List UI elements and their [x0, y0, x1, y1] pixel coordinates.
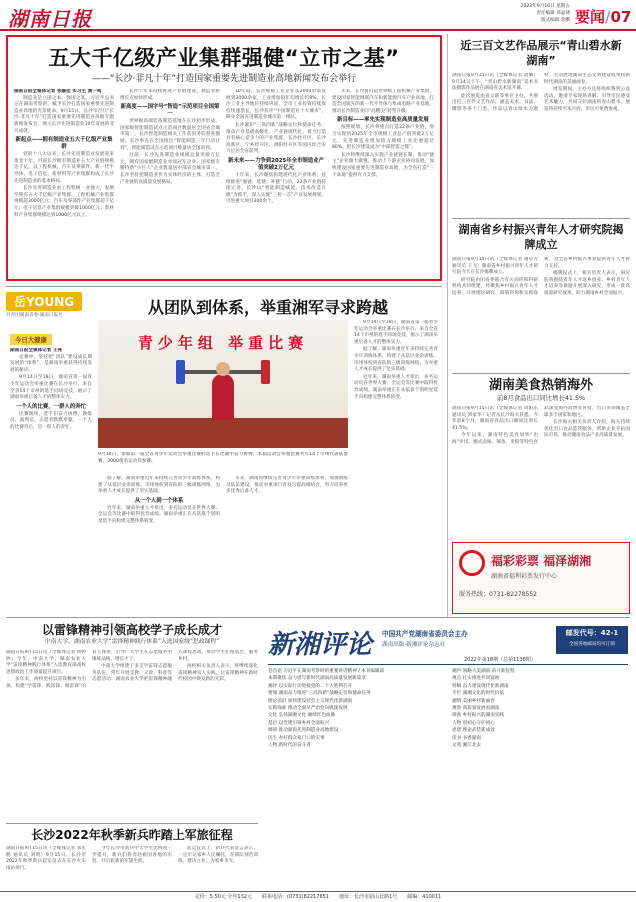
barbell-plate-right — [261, 360, 270, 384]
youth-subtitle: 从一个人到一个体系 — [134, 497, 184, 504]
lead-byline: 湖南日报全媒体记者 张颐佳 实习生 黄一鸣 — [14, 89, 102, 94]
review-contents-item: 读书 书香湖南 — [452, 735, 482, 741]
review-contents-item: 理论前沿 加快建设社会主义现代化新湖南 — [268, 698, 353, 704]
youth-subtitle: 一个人的比赛，一群人的奔忙 — [15, 403, 87, 410]
rural-byline: 湖南日报9月15日讯（全媒体记者 谢卓芳 通讯员 王飞）湖南省乡村振兴青年人才研究院今天在长沙揭牌成立。 — [452, 257, 538, 276]
youth-paragraph: 据了解，湖南举重近年来持续完善青少年训练体系，构建了从基层业余训练、市州体校到省队的三级训练网络，为举重人才成长提供了坚实基础。 — [354, 347, 438, 373]
review-order-box — [556, 626, 628, 654]
issue-date: 2022年9月16日 星期五 — [520, 4, 570, 9]
art-byline: 湖南日报9月15日讯（全媒体记者 唐璐）9月14日下午，“青山碧水新湖南”美术书法摄影作品展在湖南省美术馆开幕。 — [452, 73, 538, 92]
youth-paragraph: 9月14日至18日，湖南省第一届青少年运动会举重比赛在长沙举行，来自全省14个市州的选手同场竞技，展示了湖南举重后备人才的整体实力。 — [354, 320, 438, 345]
review-contents-item: 视点 扎实推进共同富裕 — [452, 676, 500, 682]
lead-subtitle: 新起点——拥有制造业五大千亿级产业集群 — [15, 137, 113, 151]
review-contents-item: 思想 理论武装新成效 — [452, 728, 495, 734]
lead-subtitle: 新目标——率先实现制造业高质量发展 — [337, 117, 429, 124]
review-contents-item: 观察 高质量发展看湖南 — [452, 706, 500, 712]
lead-paragraph: 党的十八大以来，长沙先进制造业发展迎来黄金十年。目前长沙拥有制造业五大产业链规模达千亿，以工程机械、汽车及零部件、新一代半导体、电子信息、新材料等产业集群构成了长沙先进制造业的基本格局。 — [14, 152, 114, 184]
review-contents-left — [268, 668, 446, 749]
leifeng-headline: 以雷锋精神引领高校学子成长成才 — [41, 623, 222, 637]
review-order-note: 全国各地邮局均可订阅 — [569, 642, 615, 647]
lead-paragraph: 制造业是立国之本、强国之基。习近平总书记在湖南考察时，赋予长沙打造国家重要先进制造业高地的光荣使命。9月15日，长沙市召开“长沙·非凡十年”打造国家重要先进制造业高地专题新闻发布会，展示长沙先进制造业10年发展的非凡成就。 — [14, 95, 114, 134]
review-contents-item: 人物 用初心守护初心 — [452, 720, 495, 726]
review-contents-item: 文苑 湘江北去 — [452, 743, 482, 749]
review-contents-item: 调研 推动湖南先进制造业高地建设 — [268, 728, 339, 734]
review-contents-item: 特稿 奋力建设现代化新湖南 — [452, 683, 509, 689]
lead-paragraph: 长沙紧扣“三高四新”战略定位和使命任务，推动产业基础高级化、产业链现代化，着力打造具有核心竞争力的产业集群。长沙经开区、长沙高新区、宁乡经开区、浏阳经开区等园区综合实力位居全省前列。 — [226, 122, 326, 155]
newspaper-logo: 湖南日报 — [8, 7, 92, 31]
lead-headline: 五大千亿级产业集群强健“立市之基” — [48, 46, 400, 70]
youth-col-2 — [98, 476, 220, 606]
review-contents-item: 要闻 湖南奋力推进“三高四新”战略定位和使命任务 — [268, 691, 371, 697]
conscription-paragraph: 起运仪式上，新兵代表发言表示，一定牢记家乡人民嘱托，在部队刻苦训练、建功立业，为家乡争光。 — [178, 846, 258, 865]
review-ad — [264, 622, 630, 890]
section-label: 要闻 — [575, 8, 606, 26]
photo-caption: 9月14日，参加第一届全省青少年运动会举重比赛的选手在比赛中奋力拼搏。本届运动会举重比赛共有14个市州代表队参赛，2000余名运动员参赛。 — [98, 452, 348, 464]
conscription-byline: 湖南日报9月15日讯（全媒体记者 邹永鹤 通讯员 刘明）9月15日，长沙市2022年秋季新兵起运仪式在长沙火车南站举行。 — [6, 846, 86, 871]
lead-col-3 — [226, 89, 326, 277]
leifeng-body — [6, 650, 258, 814]
youth-paragraph: 9月14日至18日，湖南省第一届青少年运动会举重比赛在长沙举行，来自全省14个市州的选手同场竞技，展示了湖南举重后备人才的整体实力。 — [10, 375, 92, 401]
review-contents-item: 文化 弘扬湖湘文化 赓续红色血脉 — [268, 713, 336, 719]
leifeng-byline: 湖南日报9月15日讯（全媒体记者 黄婷婷）今年，中南大学、湖南农业大学“雷锋精神践行体系”入选教育部高校思想政治工作质量提升项目。 — [6, 650, 86, 675]
youth-paragraph: 据了解，湖南举重近年来持续完善青少年训练体系，构建了从基层业余训练、市州体校到省队的三级训练网络，为举重人才成长提供了坚实基础。 — [98, 476, 220, 495]
lottery-swirl-icon — [459, 550, 485, 576]
youth-paragraph: 近年来，湖南举重人才辈出，多名运动员在世界大赛、全运会等比赛中取得优异成绩。湖南举重正在从依靠个别明星选手向构建完整体系转变。 — [98, 505, 220, 524]
lead-paragraph: 10年间，长沙规模工业企业从2000余家发展到3000余家，工业增加值年均增长约8%。长沙工业主导地位持续巩固，全市工业投资持续保持快速增长，长沙获评“中国制造业十大城市”，跻身全国先进制造业城市第一梯队。 — [226, 89, 326, 121]
review-contents-item: 实践探索 推动全面从严治党向纵深发展 — [268, 706, 348, 712]
youth-tag-org: 共青团湖南省委·湖南日报社 — [6, 313, 63, 318]
designer-credit: 版式编辑 余鹏 — [540, 17, 570, 23]
lead-paragraph: 按照规划，长沙将重点打造22条产业链，努力实现到2025年全市规模工业总产值突破2万亿元，先进制造业增加值占规模工业比重超过80%，把长沙建设成为“中部智造之都”。 — [332, 125, 434, 151]
lead-subtitle: 新高度——国字号“智造”示范项目全国第一 — [120, 104, 220, 118]
lead-paragraph: 长沙将继续深入实施产业链链长制，推动“链主”企业做大做强，推动上下游企业协同发展，加快建设国家重要先进制造业高地，为全省打造“三个高地”提供有力支撑。 — [332, 152, 434, 178]
footer-info: 定价：5.50元 全年132元 联系电话：(0731)82217651 地址：长沙市韶山北路1号 邮编：410011 — [194, 894, 442, 900]
athlete-head — [216, 362, 230, 376]
lead-subtitle: 新未来——力争到2025年全市制造业产值突破2万亿元 — [228, 157, 324, 171]
review-contents-item: 湘评 以实际行动迎接党的二十大胜利召开 — [268, 683, 353, 689]
youth-tag-banner: 岳YOUNG — [6, 292, 82, 311]
review-contents-item: 民生 办好群众家门口的实事 — [268, 735, 325, 741]
masthead-meta — [420, 4, 570, 24]
masthead — [0, 0, 636, 30]
lottery-ad — [452, 542, 630, 614]
leifeng-paragraph: 多年来，两校坚持以雷锋精神为引领，构建“学雷锋、践雷锋、做雷锋”的育人体系，引导广大学生在志愿服务中锤炼品格、增长才干。 — [6, 650, 172, 689]
youth-col-4 — [354, 320, 438, 606]
review-contents-item: 人物 新时代的奋斗者 — [268, 743, 311, 749]
lead-paragraph: 长沙先进制造业由工程机械一业独大，发展至拥有五大千亿级产业集群。工程机械产业集群规模超3000亿元；汽车及零部件产业集群超千亿元；电子信息产业集群规模突破1000亿元；新材料产业集群规模达到1000亿元以上。 — [14, 186, 114, 218]
review-subpublisher: 湖南出版·新湘评论杂志社 — [382, 642, 446, 648]
rural-talent-story — [452, 222, 630, 372]
youth-paragraph: 竞赛中，坚持把“团队”建设成长期发展的“体系”，是湖南举重获得持续发展的秘诀。 — [10, 354, 92, 373]
leifeng-paragraph: 两校相关负责人表示，将继续深化雷锋精神育人实践，让雷锋精神在新时代校园中焕发新的光彩。 — [178, 664, 258, 683]
lead-paragraph: 未来，长沙将打造世界级工程机械产业集群，建设国家智能网联汽车和新能源汽车产业高地，打造全国领先的新一代半导体与集成电路产业基地，推动长沙制造业向“高精尖”转型升级。 — [332, 89, 434, 114]
youth-column-label: 今日大健康 — [10, 334, 52, 345]
lead-col-4 — [332, 89, 434, 277]
youth-headline: 从团队到体系，举重湘军寻求跨越 — [147, 298, 388, 317]
leifeng-subhead: 中南大学、湖南农业大学“雷锋精神践行体系”入选国家级“思政课程” — [44, 639, 220, 645]
leifeng-paragraph: 中南大学组建了多支学雷锋志愿服务队伍，常年开展支教、义诊、科普等志愿活动；湖南农业大学把雷锋精神融入课程思政，推动学生扎根基层、服务乡村。 — [92, 650, 258, 683]
athlete-figure — [212, 374, 234, 420]
rural-paragraph: 研究院由团省委联合有关高校和科研机构共同组建，将聚焦乡村振兴青年人才培养，开展理论研究、政策咨询和实践探索，为全省乡村振兴事业提供青年人才智力支持。 — [452, 257, 630, 296]
review-contents-item: 调查 乡村振兴的湖南实践 — [452, 713, 504, 719]
review-contents-item: 卷首语 习近平在湖南考察时的重要讲话精神 / 本刊编辑部 — [268, 669, 385, 674]
lead-subhead: ——“长沙·非凡十年”打造国家重要先进制造业高地新闻发布会举行 — [91, 74, 357, 84]
review-publisher: 中国共产党湖南省委员会主办 — [382, 630, 468, 638]
lead-paragraph: 长沙十年来持续推进产业链建设，制造业新增长点加快形成。 — [120, 89, 220, 101]
lead-paragraph: 世界级高端装备制造基地在长沙初步形成。国家级智能制造试点示范项目数量居全国省会城市第一，长沙智能制造相关工作获国务院督查激励。长沙率先在全国推出“智能制造三年行动计划”，智能制造试点示范项目数量居全国前列。 — [120, 119, 220, 151]
section-name: 要闻/07 — [575, 8, 632, 26]
editor-credit: 责任编辑 邓晶琎 — [536, 10, 570, 16]
lottery-brand: 福彩彩票 福泽湖湘 — [491, 554, 592, 568]
youth-tag — [6, 292, 94, 324]
leifeng-story — [6, 622, 258, 818]
review-contents-item: 专栏 湖湘文化的时代价值 — [452, 691, 504, 697]
youth-paragraph: 未来，湖南将继续完善青少年举重训练体系，加强教练员队伍建设，推动举重项目普及与提高相结合，努力培养更多优秀后备人才。 — [226, 476, 348, 495]
rural-headline: 湖南省乡村振兴青年人才研究院揭牌成立 — [458, 223, 624, 251]
conscription-story — [6, 827, 258, 889]
review-contents-right — [452, 668, 628, 749]
review-issue: 2022年第18期（总第1138期） — [464, 657, 536, 663]
conscription-body — [6, 846, 258, 888]
youth-paragraph: 近年来，湖南举重人才辈出，多名运动员在世界大赛、全运会等比赛中取得优异成绩。湖南举重正在从依靠个别明星选手向构建完整体系转变。 — [354, 374, 438, 400]
youth-paragraph: 比赛现场，选手们奋力拼搏，教练员、裁判员、志愿者默默奉献。一个人的比赛背后，是一群人的奔忙。 — [10, 411, 92, 430]
lead-paragraph: 十年来，长沙聚焦构建现代化产业体系，持续推进“强链、延链、补链”行动，22条产业链持续完善。长沙以“智能制造赋能，技术改造升级”为抓手，深入实施“三智一芯”产业发展规划，引进重大项目300余个。 — [226, 172, 326, 205]
review-contents-item: 本期聚焦 奋力谱写新时代湖南高质量发展新篇章 — [268, 676, 366, 682]
photo-stage — [98, 418, 348, 448]
food-paragraph: 长沙海关相关负责人介绍，海关持续优化出口食品监管服务，帮助企业开拓国际市场，推动湖南食品产业高质量发展。 — [544, 420, 630, 439]
review-contents-item: 湘情 美丽乡村新画卷 — [452, 698, 495, 704]
food-subhead: 前8月食品出口同比增长41.5% — [496, 394, 586, 402]
lead-paragraph: 目前，长沙先进制造业规模总量突破万亿元，拥有国家级制造业单项冠军企业、国家级专精特新“小巨人”企业数量居中部省会城市第一。长沙坚持把制造业作为实体经济的主体，打造全产业链的高质量发展格局。 — [120, 153, 220, 185]
youth-col-3 — [226, 476, 348, 606]
youth-col-1 — [10, 348, 92, 606]
barbell-plate-left — [176, 360, 185, 384]
rural-paragraph: 揭牌仪式上，相关负责人表示，研究院将围绕青年人才返乡创业、乡村青年人才培养等课题开展深入研究，形成一批高质量研究成果，助力湖南乡村全面振兴。 — [544, 271, 630, 296]
food-body — [452, 406, 630, 520]
conscription-paragraph: 今年长沙市新兵中大学生比例进一步提升，新兵们将奔赴祖国各地的军营，开启崭新的军旅生涯。 — [92, 846, 172, 865]
review-logo: 新湘评论 — [268, 630, 373, 660]
rural-body — [452, 257, 630, 365]
review-contents-item: 基层 以党建引领乡村全面振兴 — [268, 720, 330, 726]
page-number: 07 — [610, 8, 632, 26]
lottery-org: 湖南省福利彩票发行中心 — [491, 573, 558, 580]
lead-col-2 — [120, 89, 220, 277]
lottery-hotline: 服务热线：0731-82278552 — [459, 591, 537, 598]
art-body — [452, 73, 630, 209]
weightlifting-photo — [98, 320, 348, 448]
youth-byline: 湖南日报全媒体记者 王亮 — [10, 348, 63, 353]
art-headline: 近三百文艺作品展示“青山碧水新湖南” — [460, 39, 622, 67]
food-headline: 湖南美食热销海外 — [488, 378, 593, 393]
review-order-code: 邮发代号：42-1 — [565, 629, 619, 637]
review-contents-item: 湘声 领略大美湖南 奋斗新征程 — [452, 669, 515, 674]
art-paragraph: 此次展览由省文联等单位主办，共展出近三百件文艺作品，涵盖美术、书法、摄影等多个门类。作品以青山绿水为题材，生动展现湖南生态文明建设成果和新时代湖南的美丽画卷。 — [452, 73, 630, 112]
food-byline: 湖南日报9月15日讯（全媒体记者 周阳乐 通讯员 郭家华）记者从长沙海关获悉，今年前8个月，湖南省食品出口额同比增长41.5%。 — [452, 406, 538, 431]
art-exhibition-story — [452, 38, 630, 218]
art-paragraph: 展览期间，主办方还将组织系列公益活动，邀请专家现场讲解，引导市民感受艺术魅力，共同守护湖南的青山碧水。展览将持续至本月底，市民可免费参观。 — [544, 87, 630, 112]
lead-col-1 — [14, 89, 114, 277]
food-paragraph: 今年以来，湖南特色美食加快“出海”步伐。湘式卤味、辣条、米粉等特色食品深受海外消费者喜爱，出口市场覆盖全球多个国家和地区。 — [452, 406, 630, 445]
conscription-headline: 长沙2022年秋季新兵昨踏上军旅征程 — [31, 828, 233, 842]
photo-banner: 青少年组 举重比赛 — [137, 334, 309, 352]
food-export-story — [452, 377, 630, 525]
lead-story — [6, 35, 442, 281]
youth-section — [6, 290, 442, 610]
